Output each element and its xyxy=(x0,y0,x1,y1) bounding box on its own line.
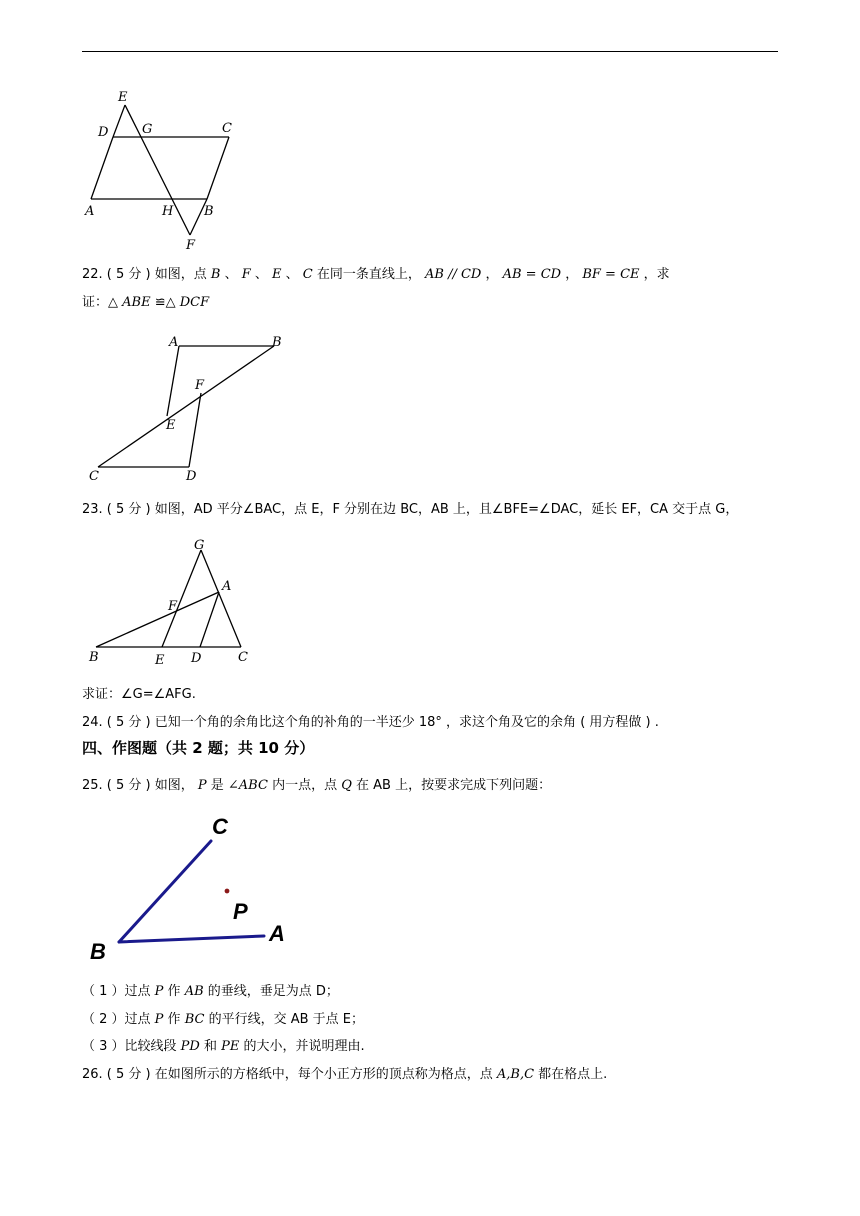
question-25-part-3 xyxy=(82,1038,365,1056)
label-D: D xyxy=(186,469,197,484)
q22-point-C: C xyxy=(302,267,313,282)
q22-line2-prefix: 证：△ xyxy=(82,295,123,310)
q25-angle: ∠ABC xyxy=(227,778,268,793)
label-C: C xyxy=(212,814,228,839)
label-E: E xyxy=(166,418,176,433)
label-B: B xyxy=(204,204,214,219)
figure-q21 xyxy=(80,85,250,255)
q24-text: 24. ( 5 分 ) 已知一个角的余角比这个角的补角的一半还少 18° ，求这个角及它的余角 ( 用方程做 ) . xyxy=(82,715,659,730)
label-P: P xyxy=(233,899,248,924)
label-B: B xyxy=(89,650,99,665)
q25-2-tail: 的平行线，交 AB 于点 E； xyxy=(204,1012,364,1027)
q25-point-P: P xyxy=(197,778,207,793)
label-F: F xyxy=(195,378,205,393)
label-A: A xyxy=(222,579,232,594)
question-22-line2 xyxy=(82,294,209,312)
q22-cond-equal-2: BF = CE xyxy=(582,267,640,282)
q22-congruent: ≌△ xyxy=(150,295,180,310)
q25-is: 是 xyxy=(206,778,228,793)
question-26 xyxy=(82,1066,607,1084)
q22-triangle-1: ABE xyxy=(122,295,151,310)
q22-sep1: 、 xyxy=(220,267,242,282)
q22-triangle-2: DCF xyxy=(179,295,210,310)
q25-1-prefix: （ 1 ）过点 xyxy=(82,984,155,999)
q25-2-point-P: P xyxy=(154,1012,164,1027)
q23-proof-statement: 求证：∠G=∠AFG. xyxy=(82,687,196,702)
label-D: D xyxy=(98,125,109,140)
label-A: A xyxy=(169,335,179,350)
q26-points: A,B,C xyxy=(496,1067,535,1082)
point-P-dot xyxy=(225,889,230,894)
question-24 xyxy=(82,714,659,732)
label-C: C xyxy=(238,650,248,665)
q25-tail: 在 AB 上，按要求完成下列问题： xyxy=(351,778,552,793)
label-F: F xyxy=(186,238,196,253)
q25-1-point-P: P xyxy=(154,984,164,999)
q25-3-tail: 的大小，并说明理由. xyxy=(239,1039,365,1054)
q25-3-prefix: （ 3 ）比较线段 xyxy=(82,1039,181,1054)
question-23-conclusion xyxy=(82,686,196,704)
label-G: G xyxy=(142,122,153,137)
figure-q22 xyxy=(86,330,296,490)
question-25-part-2 xyxy=(82,1011,364,1029)
label-E: E xyxy=(155,653,165,668)
q22-point-B: B xyxy=(210,267,221,282)
q26-tail: 都在格点上. xyxy=(534,1067,608,1082)
q25-point-Q: Q xyxy=(341,778,352,793)
q25-3-segment-PD: PD xyxy=(180,1039,200,1054)
label-B: B xyxy=(272,335,282,350)
section-heading xyxy=(82,739,314,757)
q25-3-and: 和 xyxy=(199,1039,222,1054)
figure-q23-svg xyxy=(86,533,266,673)
q25-prefix: 25. ( 5 分 ) 如图， xyxy=(82,778,198,793)
q22-prefix: 22. ( 5 分 ) 如图，点 xyxy=(82,267,211,282)
label-E: E xyxy=(118,90,128,105)
figure-q22-svg xyxy=(86,330,296,490)
q22-comma2: ， xyxy=(561,267,583,282)
label-A: A xyxy=(85,204,95,219)
q22-cond-equal-1: AB = CD xyxy=(502,267,562,282)
q22-point-F: F xyxy=(241,267,251,282)
question-23 xyxy=(82,501,738,519)
q22-tail: ，求 xyxy=(639,267,670,282)
label-D: D xyxy=(191,651,202,666)
q22-cond-parallel: AB // CD xyxy=(425,267,482,282)
q22-point-E: E xyxy=(272,267,282,282)
label-G: G xyxy=(194,538,205,553)
q25-1-segment: AB xyxy=(184,984,204,999)
label-B: B xyxy=(90,939,106,964)
figure-q23 xyxy=(86,533,266,673)
q26-prefix: 26. ( 5 分 ) 在如图所示的方格纸中，每个小正方形的顶点称为格点，点 xyxy=(82,1067,497,1082)
q25-mid: 内一点，点 xyxy=(267,778,342,793)
label-F: F xyxy=(168,599,178,614)
q25-1-tail: 的垂线，垂足为点 D； xyxy=(203,984,339,999)
figure-q21-svg xyxy=(80,85,250,255)
header-rule xyxy=(82,51,778,52)
q25-2-prefix: （ 2 ）过点 xyxy=(82,1012,155,1027)
label-A: A xyxy=(269,921,285,946)
q22-comma1: ， xyxy=(481,267,503,282)
q25-2-mid: 作 xyxy=(163,1012,185,1027)
question-22-line1 xyxy=(82,266,670,284)
q25-1-mid: 作 xyxy=(163,984,185,999)
figure-q25 xyxy=(84,808,314,968)
q23-text: 23. ( 5 分 ) 如图，AD 平分∠BAC，点 E，F 分别在边 BC，AB 上，且∠BFE=∠DAC，延长 EF，CA 交于点 G， xyxy=(82,502,739,517)
q22-mid: 在同一条直线上， xyxy=(312,267,425,282)
section4-title: 四、作图题（共 2 题；共 10 分） xyxy=(82,739,315,757)
label-H: H xyxy=(162,204,174,219)
figure-q25-svg xyxy=(84,808,314,968)
label-C: C xyxy=(89,469,99,484)
q25-3-segment-PE: PE xyxy=(221,1039,240,1054)
question-25 xyxy=(82,777,551,795)
q25-2-segment: BC xyxy=(184,1012,205,1027)
q22-sep2: 、 xyxy=(250,267,273,282)
question-25-part-1 xyxy=(82,983,339,1001)
q22-sep3: 、 xyxy=(281,267,303,282)
label-C: C xyxy=(222,121,232,136)
